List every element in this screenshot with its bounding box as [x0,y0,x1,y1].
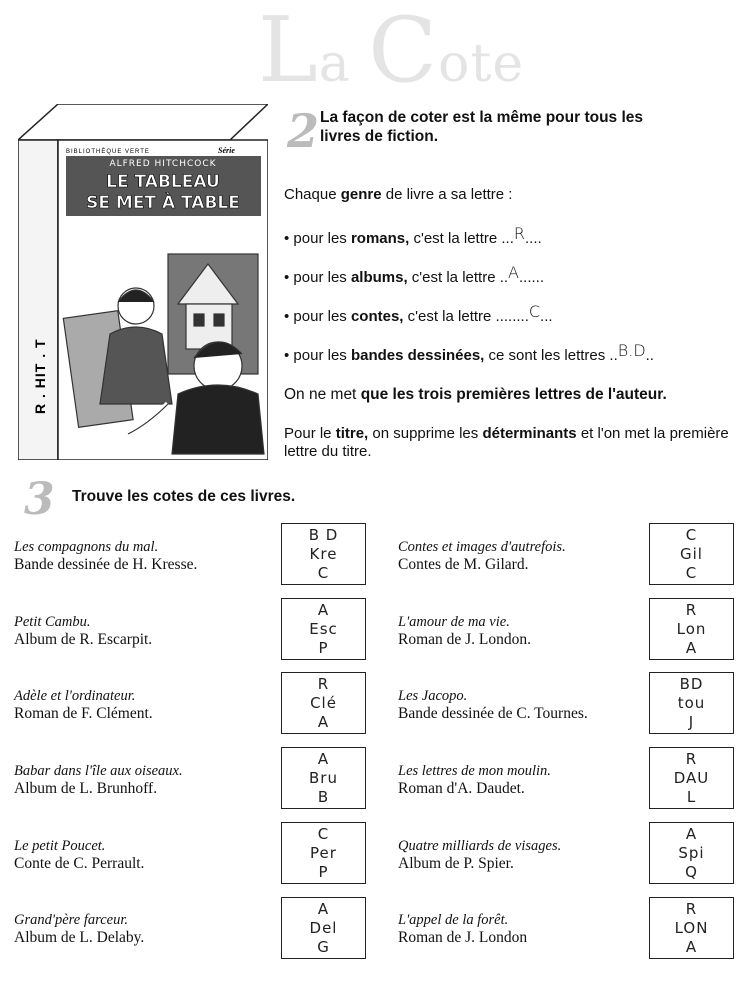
genre-item-contes: • pour les contes, c'est la lettre ........C... [284,302,553,325]
section-2-number: 2 [287,104,320,158]
book-entry: Adèle et l'ordinateur. Roman de F. Clément. [14,688,153,722]
answer-contes: C [528,302,541,321]
cote-box[interactable]: B D Kre C [281,523,366,585]
book-entry: Contes et images d'autrefois. Contes de M. Gilard. [398,539,566,573]
book-entry: Les Jacopo. Bande dessinée de C. Tournes. [398,688,588,722]
cote-box[interactable]: R LON A [649,897,734,959]
section-2-heading: La façon de coter est la même pour tous les livres de fiction. [320,109,644,145]
answer-albums: A [508,263,519,282]
section-3-heading: Trouve les cotes de ces livres. [72,488,296,505]
book-entry: Quatre milliards de visages. Album de P. Spier. [398,838,562,872]
book-title-line2: SE MET À TABLE [86,193,240,213]
genre-item-bd: • pour les bandes dessinées, ce sont les lettres ..B.D.. [284,341,654,364]
book-spine-label: R . HIT . T [32,338,48,414]
book-entry: Les lettres de mon moulin. Roman d'A. Daudet. [398,763,551,797]
book-entry: Petit Cambu. Album de R. Escarpit. [14,614,153,648]
cote-box[interactable]: R Lon A [649,598,734,660]
cote-box[interactable]: A Esc P [281,598,366,660]
cote-box[interactable]: R DAU L [649,747,734,809]
book-title-line1: LE TABLEAU [106,172,220,192]
genre-intro: Chaque genre de livre a sa lettre : [284,186,513,203]
book-illustration [18,104,268,460]
cote-box[interactable]: C Gil C [649,523,734,585]
genre-item-albums: • pour les albums, c'est la lettre ..A...... [284,263,545,286]
book-series-tag: Série [218,146,235,155]
cote-box[interactable]: R Clé A [281,672,366,734]
book-entry: Le petit Poucet. Conte de C. Perrault. [14,838,145,872]
cote-box[interactable]: BD tou J [649,672,734,734]
cote-box[interactable]: A Del G [281,897,366,959]
section-3-number: 3 [24,474,55,525]
title-rule: Pour le titre, on supprime les déterminants et l'on met la première lettre du titre. [284,425,729,460]
cote-box[interactable]: A Spi Q [649,822,734,884]
genre-item-romans: • pour les romans, c'est la lettre ...R.... [284,224,542,247]
cote-box[interactable]: A Bru B [281,747,366,809]
cote-box[interactable]: C Per P [281,822,366,884]
book-series: BIBLIOTHÈQUE VERTE [66,149,150,155]
book-entry: Les compagnons du mal. Bande dessinée de H. Kresse. [14,539,198,573]
book-entry: Babar dans l'île aux oiseaux. Album de L. Brunhoff. [14,763,183,797]
answer-romans: R [513,224,526,243]
book-entry: Grand'père farceur. Album de L. Delaby. [14,912,145,946]
page-title: La Cote [258,0,525,103]
answer-bd: B.D [617,341,646,360]
book-entry: L'amour de ma vie. Roman de J. London. [398,614,532,648]
book-author: ALFRED HITCHCOCK [109,159,217,169]
author-rule: On ne met que les trois premières lettres de l'auteur. [284,386,667,403]
book-entry: L'appel de la forêt. Roman de J. London [398,912,528,946]
